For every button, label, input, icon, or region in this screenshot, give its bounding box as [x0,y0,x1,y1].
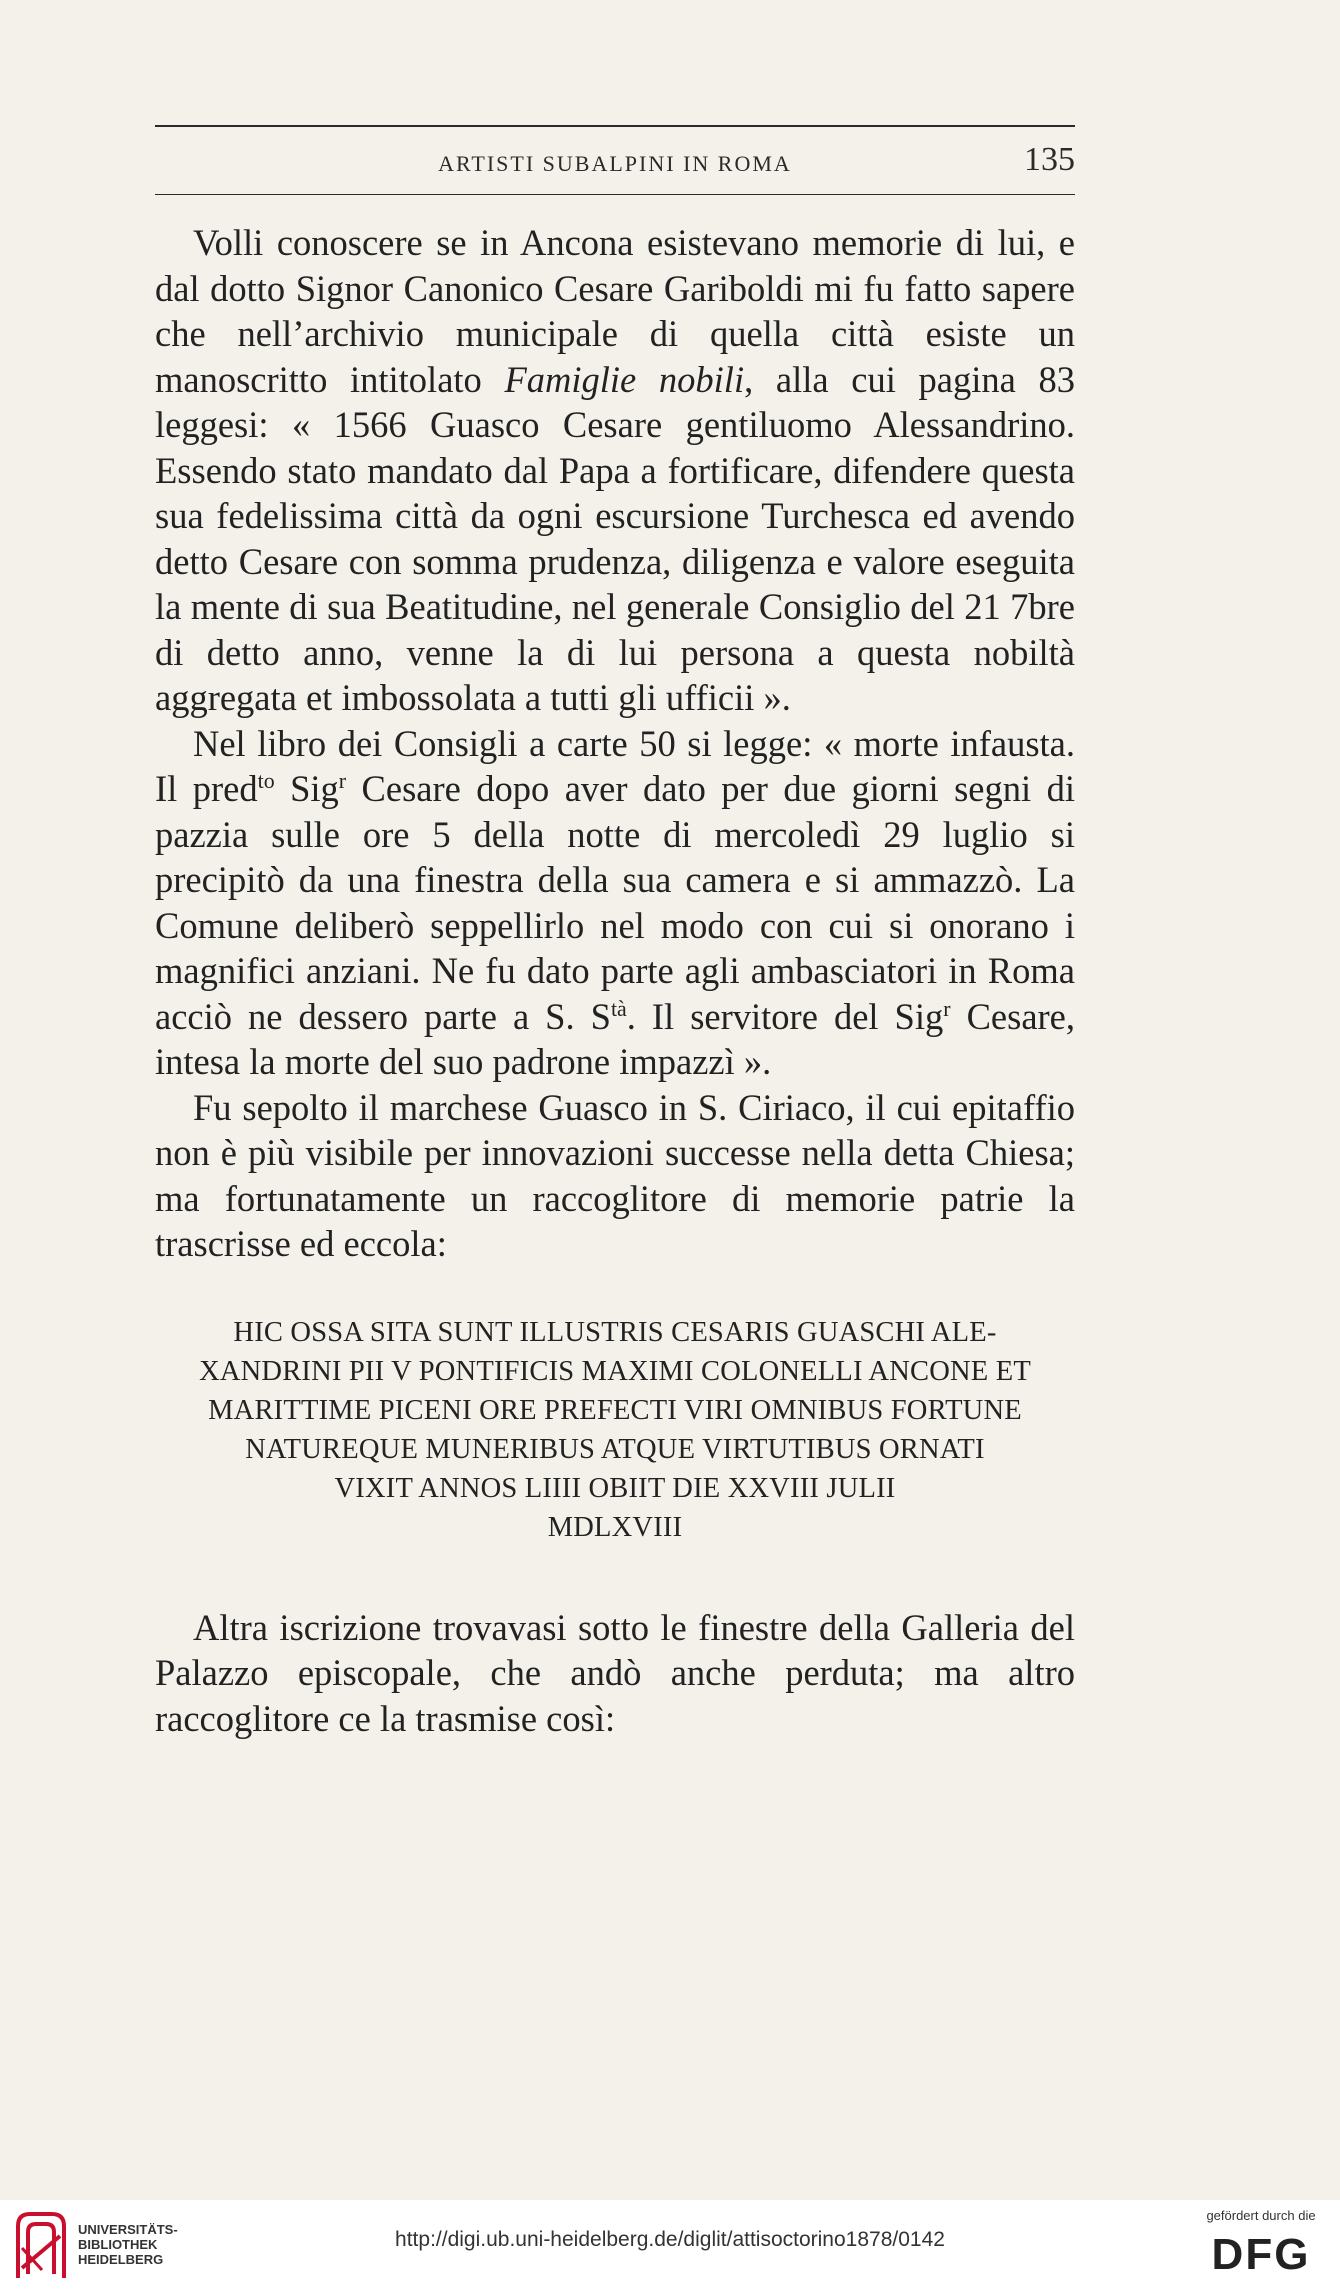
inscription-line: MDLXVIII [547,1511,683,1543]
superscript: r [943,995,951,1021]
paragraph-2-text-e: Cesare, intesa la morte del suo padrone impazzì ». [155,995,1076,1082]
paragraph-2 [155,721,1075,1085]
sponsor [1196,2208,1326,2277]
superscript: r [338,767,347,793]
inscription-line: XANDRINI PII V PONTIFICIS MAXIMI COLONELLI ANCONE ET [199,1355,1031,1387]
paragraph-3: Fu sepolto il marchese Guasco in S. Ciriaco, il cui epitaffio non è più visibile per innovazioni successe nella detta Chiesa; ma fortunatamente un raccoglitore di memorie patrie la trascrisse ed eccola: [155,1086,1075,1264]
inscription-line: HIC OSSA SITA SUNT ILLUSTRIS CESARIS GUASCHI ALE- [233,1316,997,1348]
paragraph-2-text-c: Cesare dopo aver dato per due giorni segni di pazzia sulle ore 5 della notte di mercoledì 29 luglio si precipitò da una finestra della sua camera e si ammazzò. La Comune deliberò seppellirlo nel modo con cui si onorano i magnifici anziani. Ne fu dato parte agli ambasciatori in Roma acciò ne dessero parte a S. S [155,768,1075,1037]
superscript: tà [610,995,627,1021]
library-name-line: UNIVERSITÄTS- [78,2222,178,2237]
library-name-line: BIBLIOTHEK [78,2237,158,2252]
sponsor-caption: gefördert durch die [1206,2208,1316,2223]
inscription-line: MARITTIME PICENI ORE PREFECTI VIRI OMNIBUS FORTUNE [208,1394,1022,1426]
paragraph-2-text-b: Sig [274,768,339,809]
superscript: to [257,767,275,793]
paragraph-1-text-a: Volli conoscere se in Ancona esistevano memorie di lui, e dal dotto Signor Canonico Cesare Gariboldi mi fu fatto sapere che nell’archivio municipale di quella città esiste un manoscritto intitolato [155,222,1075,400]
inscription-line: NATUREQUE MUNERIBUS ATQUE VIRTUTIBUS ORNATI [245,1433,985,1465]
manuscript-title: Famiglie nobili [504,358,745,400]
permalink-url[interactable]: http://digi.ub.uni-heidelberg.de/diglit/attisoctorino1878/0142 [395,2228,945,2251]
dfg-logo [1196,2227,1326,2277]
body-text [155,220,1075,1741]
paragraph-4: Altra iscrizione trovavasi sotto le finestre della Galleria del Palazzo episcopale, che andò anche perduta; ma altro raccoglitore ce la trasmise così: [155,1606,1075,1739]
running-head [155,137,1075,187]
header-top-rule [155,125,1075,127]
dfg-logo-text: DFG [1211,2230,1311,2277]
page-number: 135 [1024,141,1075,178]
running-title: ARTISTI SUBALPINI IN ROMA [438,151,792,176]
paragraph-1-text-b: , alla cui pagina 83 leggesi: « 1566 Guasco Cesare gentiluomo Alessandrino. Essendo stato mandato dal Papa a fortificare, difendere questa sua fedelissima città da ogni escursione Turchesca ed avendo detto Cesare con somma prudenza, diligenza e valore eseguita la mente di sua Beatitudine, nel generale Consiglio del 21 7bre di detto anno, venne la di lui persona a questa nobiltà aggregata et imbossolata a tutti gli ufficii ». [155,358,1075,718]
paragraph-1 [155,220,1075,721]
inscription-line: VIXIT ANNOS LIIII OBIIT DIE XXVIII JULII [334,1472,896,1504]
header-bottom-rule [155,194,1075,195]
paragraph-2-text-a: Nel libro dei Consigli a carte 50 si legge: « morte infausta. Il pred [155,722,1075,809]
viewer-footer [0,2200,1340,2291]
epitaph-inscription [155,1313,1075,1547]
paragraph-2-text-d: . Il servitore del Sig [626,995,944,1037]
library-name-line: HEIDELBERG [78,2252,164,2267]
